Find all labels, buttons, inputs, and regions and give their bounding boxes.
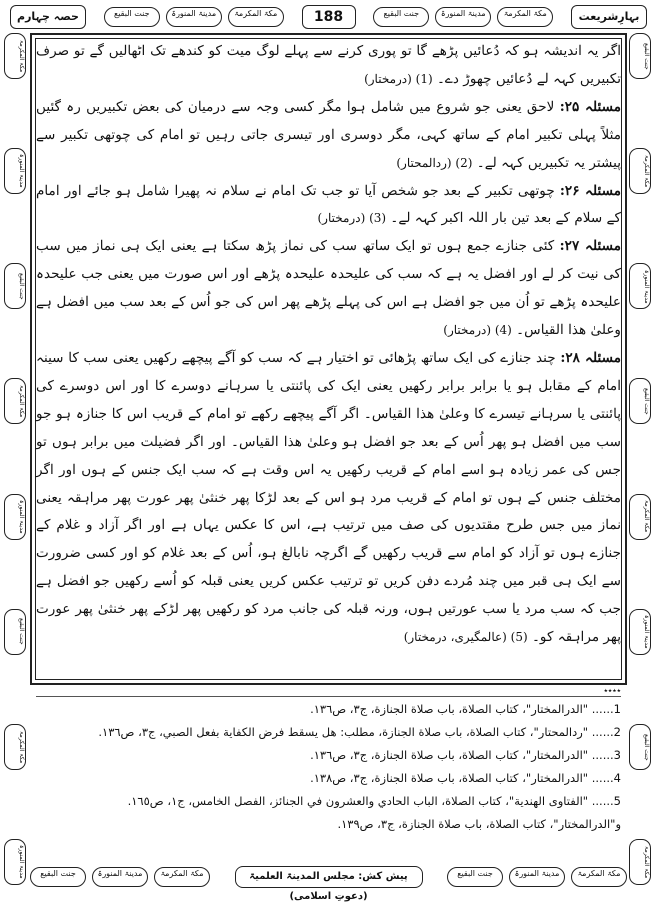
border-stamp: جنت البقیع xyxy=(4,609,26,655)
header-stamp: مکۃ المکرمۃ xyxy=(228,7,284,27)
header-stamp: مکۃ المکرمۃ xyxy=(497,7,553,27)
border-stamp: مکۃ المکرمۃ xyxy=(629,148,651,194)
border-stamp: مکۃ المکرمۃ xyxy=(629,839,651,885)
reference: (3) (درمختار) xyxy=(317,211,387,226)
masla-label: مسئلہ ۲۶: xyxy=(559,182,622,199)
intro-paragraph xyxy=(36,38,621,94)
border-stamp: مدینۃ المنورۃ xyxy=(629,609,651,655)
header-stamp: مدینۃ المنورۃ xyxy=(435,7,491,27)
border-stamp: مکۃ المکرمۃ xyxy=(629,494,651,540)
header-stamp: جنت البقیع xyxy=(104,7,160,27)
right-border-stamps xyxy=(629,33,653,885)
footnotes xyxy=(36,698,621,860)
paragraph-text: لاحق یعنی جو شروع میں شامل ہوا مگر کسی وجہ سے درمیان کی بعض تکبیریں رہ گئیں مثلاً پہلی تکبیر امام کے ساتھ کہی، مگر دوسری اور تیسری جاتی رہیں تو امام کی چوتھی تکبیر سے پیشتر یہ تکبیریں کہہ لے۔ xyxy=(36,98,621,171)
footer-stamp: مدینۃ المنورۃ xyxy=(92,867,148,887)
paragraph-text: چوتھی تکبیر کے بعد جو شخص آیا تو جب تک امام نے سلام نہ پھیرا شامل ہو جائے اور امام کے سلام کے بعد تین بار اللہ اکبر کہہ لے۔ xyxy=(36,182,621,227)
border-stamp: جنت البقیع xyxy=(629,724,651,770)
book-title: بہارِشریعت xyxy=(571,5,647,29)
footnote: 3...... "الدرالمختار"، كتاب الصلاة، باب صلاة الجنازة، ج٣، ص١٣٦. xyxy=(310,748,621,762)
page-number: 188 xyxy=(302,5,356,29)
reference: (1) (درمختار) xyxy=(364,71,433,86)
footer-stamp: مکۃ المکرمۃ xyxy=(571,867,627,887)
header-stamps-right xyxy=(373,7,553,27)
footnote-separator xyxy=(36,688,621,697)
border-stamp: جنت البقیع xyxy=(629,33,651,79)
border-stamp: مدینۃ المنورۃ xyxy=(629,263,651,309)
page-header xyxy=(10,4,647,30)
reference: (5) (عالمگیری، درمختار) xyxy=(403,630,528,645)
paragraph-text: چند جنازے کی ایک ساتھ پڑھائی تو اختیار ہے کہ سب کو آگے پیچھے رکھیں یعنی سب کا سینہ امام کے مقابل ہو یا برابر برابر رکھیں یعنی ایک کی پائنتی یا سرہانے دوسرے کا اور اس دوسرے کی پائنتی یا سرہانے تیسرے کا وعلیٰ ھذا القیاس۔ اگر آگے پیچھے رکھے تو امام کے قریب اس کا جنازہ ہو جو سب میں افضل ہو پھر اُس کے بعد جو افضل ہو وعلیٰ ھذا القیاس۔ اور اگر فضیلت میں برابر ہوں تو جس کی عمر زیادہ ہو اسے امام کے قریب رکھیں یہ اس وقت ہے کہ سب ایک جنس کے ہوں اور اگر مختلف جنس کے ہوں تو امام کے قریب مرد ہو اس کے بعد لڑکا پھر خنثیٰ پھر عورت پھر مراہقہ یعنی نماز میں جس طرح مقتدیوں کی صف میں ترتیب ہے، اس کا عکس یہاں ہے اور اگر آزاد و غلام کے جنازے ہوں تو آزاد کو امام سے قریب رکھیں گے اگرچہ نابالغ ہو، اُس کے بعد غلام کو اور کسی ضرورت سے ایک ہی قبر میں چند مُردے دفن کریں تو ترتیب عکس کریں یعنی قبلہ کو اُسے رکھیں جو افضل ہے جب کہ سب مرد یا سب عورتیں ہوں، ورنہ قبلہ کی جانب مرد کو رکھیں پھر لڑکے پھر خنثیٰ پھر عورت پھر مراہقہ کو۔ xyxy=(36,349,621,646)
masla-label: مسئلہ ۲۷: xyxy=(559,238,621,255)
footer-stamp: جنت البقیع xyxy=(30,867,86,887)
footer-stamp: مدینۃ المنورۃ xyxy=(509,867,565,887)
body-text xyxy=(36,38,621,683)
publisher-label: پیش کش: مجلس المدینۃ العلمیۃ (دعوتِ اسلامی) xyxy=(235,866,423,888)
masla-27 xyxy=(36,233,621,345)
reference: (4) (درمختار) xyxy=(443,323,512,338)
footnote-mark: ٭٭٭٭ xyxy=(603,686,621,695)
footer-stamp: جنت البقیع xyxy=(447,867,503,887)
masla-label: مسئلہ ۲۵: xyxy=(559,98,621,115)
header-stamp: جنت البقیع xyxy=(373,7,429,27)
border-stamp: مکۃ المکرمۃ xyxy=(4,33,26,79)
left-border-stamps xyxy=(4,33,28,885)
border-stamp: جنت البقیع xyxy=(629,378,651,424)
footnote: و"الدرالمختار"، كتاب الصلاة، باب صلاة الجنازة، ج٣، ص١٣٩. xyxy=(337,817,621,831)
masla-26 xyxy=(36,178,621,234)
footnote: 2...... "ردالمحتار"، كتاب الصلاة، باب صلاة الجنازة، مطلب: هل يسقط فرض الكفاية بفعل الصبي، ج٣، ص١٣٦. xyxy=(98,725,621,739)
border-stamp: مدینۃ المنورۃ xyxy=(4,148,26,194)
border-stamp: مکۃ المکرمۃ xyxy=(4,724,26,770)
footer-stamps-left xyxy=(30,867,210,887)
page-footer xyxy=(30,866,627,902)
paragraph-text: اگر یہ اندیشہ ہو کہ دُعائیں پڑھے گا تو پوری کرنے سے پہلے لوگ میت کو کندھے تک اٹھالیں گے تو صرف تکبیریں کہہ لے دُعائیں چھوڑ دے۔ xyxy=(36,43,621,87)
reference: (2) (ردالمحتار) xyxy=(396,155,473,170)
footnote: 4...... "الدرالمختار"، كتاب الصلاة، باب صلاة الجنازة، ج٣، ص١٣٨. xyxy=(310,771,621,785)
paragraph-text: کئی جنازے جمع ہوں تو ایک ساتھ سب کی نماز پڑھ سکتا ہے یعنی ایک ہی نماز میں سب کی نیت کر لے اور افضل یہ ہے کہ سب کی علیحدہ علیحدہ پڑھے اور اس صورت میں یعنی جب علیحدہ علیحدہ پڑھے تو اُن میں جو افضل ہے اس کی پہلے پڑھے پھر اس کی جو اُس کے بعد سب میں افضل ہے وعلیٰ ھذا القیاس۔ xyxy=(36,238,621,339)
border-stamp: مکۃ المکرمۃ xyxy=(4,378,26,424)
footnote: 1...... "الدرالمختار"، كتاب الصلاة، باب صلاة الجنازة، ج٣، ص١٣٦. xyxy=(310,702,621,716)
footnote: 5...... "الفتاوى الهندية"، كتاب الصلاة، الباب الحادي والعشرون في الجنائز، الفصل الخامس، ج١، ص١٦٥. xyxy=(127,794,621,808)
masla-25 xyxy=(36,94,621,178)
masla-label: مسئلہ ۲۸: xyxy=(560,349,621,366)
header-stamp: مدینۃ المنورۃ xyxy=(166,7,222,27)
masla-28 xyxy=(36,345,621,652)
border-stamp: جنت البقیع xyxy=(4,263,26,309)
footer-stamp: مکۃ المکرمۃ xyxy=(154,867,210,887)
header-stamps-left xyxy=(104,7,284,27)
border-stamp: مدینۃ المنورۃ xyxy=(4,839,26,885)
footer-stamps-right xyxy=(447,867,627,887)
section-label: حصہ چہارم xyxy=(10,5,86,29)
border-stamp: مدینۃ المنورۃ xyxy=(4,494,26,540)
